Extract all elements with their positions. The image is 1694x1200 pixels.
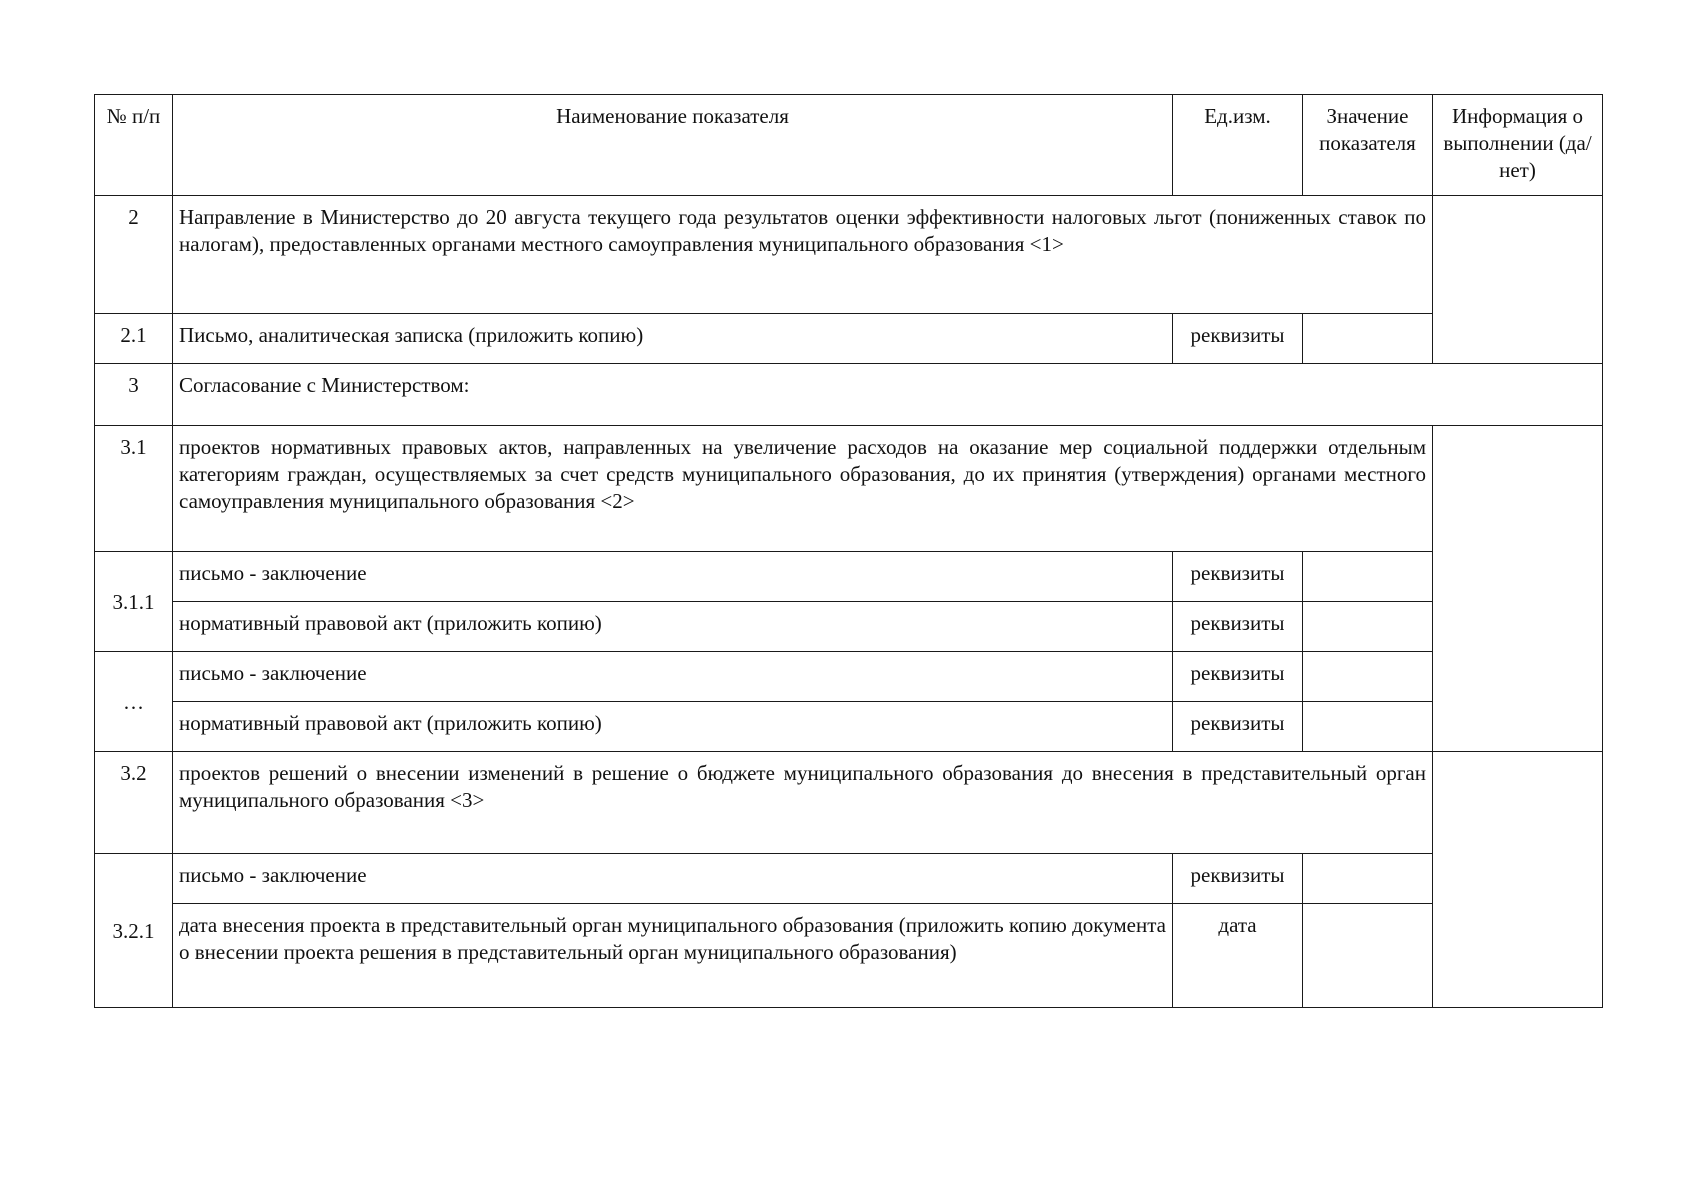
table-header-row	[95, 95, 1603, 196]
row-unit: дата	[1173, 904, 1303, 1008]
row-num: 3.2.1	[95, 854, 173, 1008]
value-cell[interactable]	[1303, 904, 1433, 1008]
table-row	[95, 702, 1603, 752]
row-name: проектов решений о внесении изменений в решение о бюджете муниципального образования до внесения в представительный орган муниципального образования <3>	[173, 752, 1433, 854]
table-row	[95, 752, 1603, 854]
row-num: 2	[95, 196, 173, 314]
row-name: Письмо, аналитическая записка (приложить копию)	[173, 314, 1173, 364]
row-name: письмо - заключение	[173, 552, 1173, 602]
row-num: 3	[95, 364, 173, 426]
row-num: …	[95, 652, 173, 752]
row-name: проектов нормативных правовых актов, направленных на увеличение расходов на оказание мер социальной поддержки отдельным категориям граждан, осуществляемых за счет средств муниципального образования, до их принятия (утверждения) органами местного самоуправления муниципального образования <2>	[173, 426, 1433, 552]
value-cell[interactable]	[1303, 552, 1433, 602]
header-name: Наименование показателя	[173, 95, 1173, 196]
value-cell[interactable]	[1303, 854, 1433, 904]
table-row	[95, 602, 1603, 652]
table-row	[95, 904, 1603, 1008]
row-name: нормативный правовой акт (приложить копию)	[173, 602, 1173, 652]
row-num: 2.1	[95, 314, 173, 364]
value-cell[interactable]	[1303, 602, 1433, 652]
table-row	[95, 854, 1603, 904]
row-name: письмо - заключение	[173, 854, 1173, 904]
row-num: 3.1.1	[95, 552, 173, 652]
header-info: Информация о выполнении (да/ нет)	[1433, 95, 1603, 196]
table-row	[95, 426, 1603, 552]
table-row	[95, 652, 1603, 702]
table-row	[95, 314, 1603, 364]
row-unit: реквизиты	[1173, 314, 1303, 364]
info-cell[interactable]	[1433, 196, 1603, 364]
header-num: № п/п	[95, 95, 173, 196]
table-row	[95, 196, 1603, 314]
row-name: нормативный правовой акт (приложить копию)	[173, 702, 1173, 752]
row-unit: реквизиты	[1173, 652, 1303, 702]
header-value: Значение показателя	[1303, 95, 1433, 196]
row-num: 3.2	[95, 752, 173, 854]
row-name: письмо - заключение	[173, 652, 1173, 702]
value-cell[interactable]	[1303, 652, 1433, 702]
value-cell[interactable]	[1303, 314, 1433, 364]
table-row	[95, 364, 1603, 426]
row-unit: реквизиты	[1173, 702, 1303, 752]
row-unit: реквизиты	[1173, 854, 1303, 904]
row-name: дата внесения проекта в представительный орган муниципального образования (приложить копию документа о внесении проекта решения в представительный орган муниципального образования)	[173, 904, 1173, 1008]
table-row	[95, 552, 1603, 602]
indicators-table	[94, 94, 1603, 1008]
row-name: Направление в Министерство до 20 августа текущего года результатов оценки эффективности налоговых льгот (пониженных ставок по налогам), предоставленных органами местного самоуправления муниципального образования <1>	[173, 196, 1433, 314]
header-unit: Ед.изм.	[1173, 95, 1303, 196]
row-name: Согласование с Министерством:	[173, 364, 1603, 426]
row-unit: реквизиты	[1173, 552, 1303, 602]
row-num: 3.1	[95, 426, 173, 552]
row-unit: реквизиты	[1173, 602, 1303, 652]
value-cell[interactable]	[1303, 702, 1433, 752]
info-cell[interactable]	[1433, 426, 1603, 752]
info-cell[interactable]	[1433, 752, 1603, 1008]
